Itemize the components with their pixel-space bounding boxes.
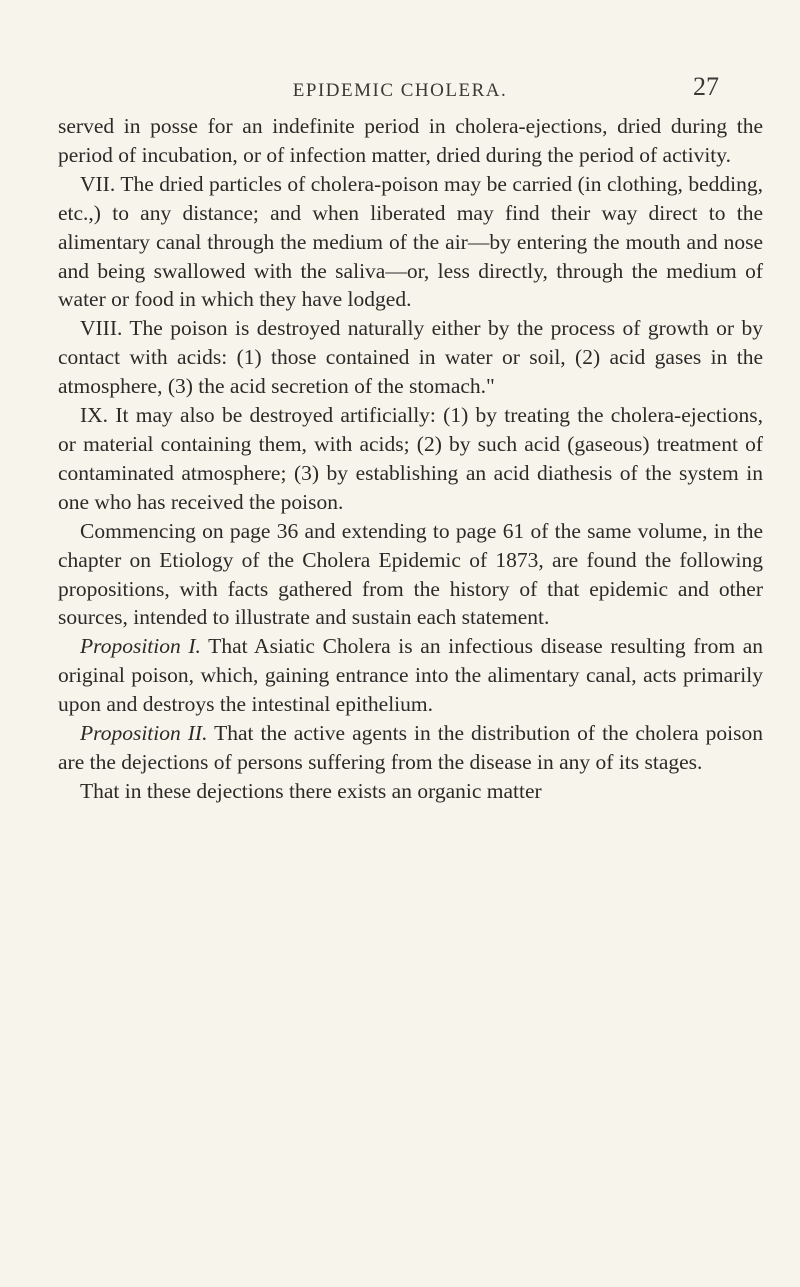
running-head [0,74,800,114]
paragraph-text: Commencing on page 36 and extending to page 61 of the same volume, in the chapter on Etiology of the Cholera Epidemic of 1873, are found the following propositions, with facts gathered from the history of that epidemic and other sources, intended to illustrate and sustain each statement. [58,518,763,630]
proposition-label: Proposition I. [80,634,201,659]
paragraph-proposition-ii [58,719,763,777]
paragraph-text: That Asiatic Cholera is an infectious disease resulting from an original poison, which, gaining entrance into the alimentary canal, acts primarily upon and destroys the intestinal epithelium. [58,634,763,717]
paragraph-text: served in posse for an indefinite period in cholera-ejections, dried during the period of incubation, or of infection matter, dried during the period of activity. [58,114,763,167]
paragraph-section-ix [58,401,763,517]
body-text [58,112,763,806]
paragraph-proposition-i [58,632,763,719]
paragraph-text: VIII. The poison is destroyed naturally either by the process of growth or by contact with acids: (1) those contained in water or soil, (2) acid gases in the atmosphere, (3) the acid secretion of the stomach." [58,316,763,399]
paragraph-text: IX. It may also be destroyed artificially: (1) by treating the cholera-ejections, or material containing them, with acids; (2) by such acid (gaseous) treatment of contaminated atmosphere; (3) by establishing an acid diathesis of the system in one who has received the poison. [58,403,763,514]
paragraph-section-viii [58,314,763,401]
paragraph-dejections [58,777,763,806]
proposition-label: Proposition II. [80,721,208,746]
running-title: EPIDEMIC CHOLERA. [292,80,508,101]
paragraph-commencing [58,517,763,633]
paragraph-text: That the active agents in the distribution of the cholera poison are the dejections of persons suffering from the disease in any of its stages. [58,721,763,774]
paragraph-continuation [58,112,763,170]
paragraph-text: VII. The dried particles of cholera-poison may be carried (in clothing, bedding, etc.,) to any distance; and when liberated may find their way direct to the alimentary canal through the medium of the air—by entering the mouth and nose and being swallowed with the saliva—or, less directly, through the medium of water or food in which they have lodged. [58,171,763,312]
paragraph-text: That in these dejections there exists an organic matter [80,778,542,803]
paragraph-section-vii [58,170,763,315]
page-number: 27 [693,72,719,101]
